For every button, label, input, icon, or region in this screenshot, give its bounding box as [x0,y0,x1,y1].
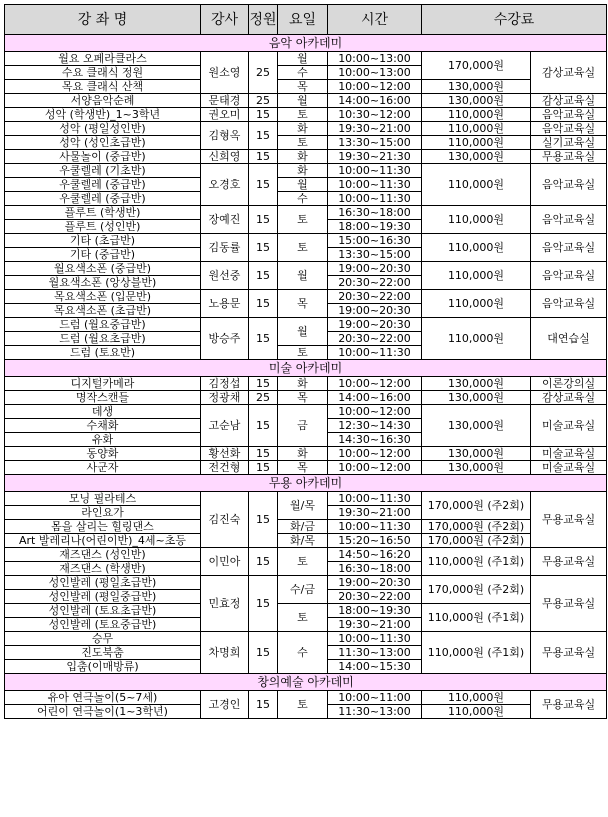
table-cell: 플루트 (학생반) [5,206,201,220]
table-cell: 명작스캔들 [5,391,201,405]
table-cell: 15 [249,405,278,447]
table-cell: 19:00~20:30 [328,318,422,332]
table-cell: 13:30~15:00 [328,248,422,262]
table-row [5,122,607,136]
table-cell: 15 [249,150,278,164]
table-cell: 130,000원 [422,377,531,391]
table-cell: 19:30~21:00 [328,618,422,632]
table-row [5,391,607,405]
table-cell: 원선중 [201,262,249,290]
table-row [5,150,607,164]
table-cell: 사물놀이 (중급반) [5,150,201,164]
table-cell: 오경호 [201,164,249,206]
table-cell: 110,000원 [422,318,531,360]
table-cell: 목요 클래식 산책 [5,80,201,94]
table-cell: 음악교육실 [531,164,607,206]
table-cell: 110,000원 [422,108,531,122]
table-cell: 수요 클래식 정원 [5,66,201,80]
table-cell: 방승주 [201,318,249,360]
table-cell: 10:00~11:30 [328,178,422,192]
table-cell: 14:50~16:20 [328,548,422,562]
table-cell: 감상교육실 [531,94,607,108]
table-cell: 15 [249,290,278,318]
table-cell: 김동률 [201,234,249,262]
table-row [5,136,607,150]
table-cell: 16:30~18:00 [328,206,422,220]
table-cell: 15 [249,632,278,674]
table-cell: 토 [278,548,328,576]
table-cell: 김진숙 [201,492,249,548]
table-cell: 15 [249,234,278,262]
table-cell: 월요 오페라클라스 [5,52,201,66]
table-cell: 음악교육실 [531,262,607,290]
table-row [5,290,607,304]
table-cell: 월요색소폰 (중급반) [5,262,201,276]
table-row [5,632,607,646]
section-header-row [5,360,607,377]
table-cell: 토 [278,234,328,262]
table-cell: 110,000원 [422,691,531,705]
table-cell: 25 [249,52,278,94]
table-cell: 고순남 [201,405,249,447]
section-header-row [5,674,607,691]
table-cell: 우쿨렐레 (중급반) [5,178,201,192]
table-cell: 10:00~12:00 [328,405,422,419]
table-row [5,604,607,618]
table-cell: 감상교육실 [531,391,607,405]
table-cell: 드럼 (토요반) [5,346,201,360]
table-row [5,80,607,94]
table-cell: 음악교육실 [531,108,607,122]
table-cell: 토 [278,604,328,632]
table-cell: 15:20~16:50 [328,534,422,548]
table-cell: 10:00~12:00 [328,80,422,94]
table-cell: 월요색소폰 (앙상블반) [5,276,201,290]
table-cell: 170,000원 [422,52,531,80]
section-title: 무용 아카데미 [5,475,607,492]
table-cell: 월/목 [278,492,328,520]
table-cell: 12:30~14:30 [328,419,422,433]
table-cell: 수/금 [278,576,328,604]
table-cell: 14:30~16:30 [328,433,422,447]
table-cell: 사군자 [5,461,201,475]
table-cell: 15 [249,548,278,576]
table-cell: 권오미 [201,108,249,122]
table-row [5,206,607,220]
table-row [5,234,607,248]
table-cell: 170,000원 (주2회) [422,576,531,604]
table-cell: 170,000원 (주2회) [422,520,531,534]
table-cell: 고경인 [201,691,249,719]
table-row [5,520,607,534]
table-cell: 목요색소폰 (초급반) [5,304,201,318]
table-cell: 정광채 [201,391,249,405]
table-cell: 무용교육실 [531,150,607,164]
table-cell: 재즈댄스 (학생반) [5,562,201,576]
table-cell: 130,000원 [422,94,531,108]
table-cell: 이론강의실 [531,377,607,391]
header-day: 요일 [278,5,328,35]
table-cell: 기타 (초급반) [5,234,201,248]
table-cell: 금 [278,405,328,447]
table-cell: 20:30~22:00 [328,332,422,346]
table-cell: Art 발레리나(어린이반)_4세~초등 [5,534,201,548]
table-cell: 음악교육실 [531,122,607,136]
table-cell: 라인요가 [5,506,201,520]
table-cell: 110,000원 [422,206,531,234]
table-cell: 월 [278,94,328,108]
table-cell: 성인발레 (평일초급반) [5,576,201,590]
table-cell: 디지털카메라 [5,377,201,391]
table-cell: 성악 (학생반)_1~3학년 [5,108,201,122]
section-header-row [5,35,607,52]
table-cell: 19:30~21:00 [328,122,422,136]
table-cell: 월 [278,318,328,346]
table-cell: 13:30~15:00 [328,136,422,150]
table-cell: 감상교육실 [531,52,607,94]
table-cell: 19:30~21:00 [328,506,422,520]
table-cell: 미술교육실 [531,461,607,475]
table-cell: 성인발레 (토요초급반) [5,604,201,618]
table-row [5,94,607,108]
table-row [5,108,607,122]
table-cell: 25 [249,391,278,405]
table-cell: 110,000원 [422,290,531,318]
table-cell: 무용교육실 [531,492,607,548]
table-cell: 11:30~13:00 [328,646,422,660]
table-cell: 화 [278,164,328,178]
table-cell: 19:00~20:30 [328,304,422,318]
table-cell: 화 [278,150,328,164]
table-row [5,492,607,506]
table-cell: 110,000원 [422,164,531,206]
header-instructor: 강사 [201,5,249,35]
table-cell: 문태경 [201,94,249,108]
table-cell: 전건형 [201,461,249,475]
table-cell: 승무 [5,632,201,646]
table-cell: 어린이 연극놀이(1~3학년) [5,705,201,719]
table-cell: 130,000원 [422,461,531,475]
table-cell: 10:00~12:00 [328,447,422,461]
table-row [5,461,607,475]
table-cell: 무용교육실 [531,691,607,719]
table-cell: 노용문 [201,290,249,318]
table-cell: 모닝 필라테스 [5,492,201,506]
table-cell: 서양음악순례 [5,94,201,108]
table-cell: 음악교육실 [531,290,607,318]
header-time: 시간 [328,5,422,35]
table-cell: 입춤(이매방류) [5,660,201,674]
table-cell: 19:00~20:30 [328,576,422,590]
table-row [5,548,607,562]
table-cell: 대연습실 [531,318,607,360]
table-cell: 10:00~12:00 [328,377,422,391]
table-cell: 수 [278,632,328,674]
table-cell: 실기교육실 [531,136,607,150]
table-cell: 목 [278,461,328,475]
table-cell: 110,000원 (주1회) [422,548,531,576]
table-row [5,377,607,391]
table-cell: 성악 (성인초급반) [5,136,201,150]
table-cell: 110,000원 [422,234,531,262]
table-cell: 목 [278,391,328,405]
table-cell: 드럼 (월요초급반) [5,332,201,346]
table-cell: 14:00~16:00 [328,94,422,108]
table-cell: 화 [278,377,328,391]
table-cell: 무용교육실 [531,548,607,576]
table-cell: 화 [278,122,328,136]
table-row [5,576,607,590]
table-cell: 유아 연극놀이(5~7세) [5,691,201,705]
table-cell: 수 [278,66,328,80]
table-cell: 15 [249,576,278,632]
table-row [5,405,607,419]
table-body [5,35,607,719]
table-cell: 미술교육실 [531,405,607,447]
table-cell: 15 [249,164,278,206]
table-cell: 미술교육실 [531,447,607,461]
table-cell: 19:30~21:30 [328,150,422,164]
table-cell: 신희영 [201,150,249,164]
table-cell: 토 [278,346,328,360]
table-cell: 15 [249,691,278,719]
table-cell: 화/목 [278,534,328,548]
table-cell: 토 [278,136,328,150]
table-cell: 우쿨렐레 (중급반) [5,192,201,206]
table-cell: 월 [278,262,328,290]
table-cell: 김정섭 [201,377,249,391]
section-header-row [5,475,607,492]
table-cell: 수 [278,192,328,206]
table-cell: 10:00~11:30 [328,520,422,534]
table-cell: 130,000원 [422,80,531,94]
table-cell: 10:00~11:30 [328,492,422,506]
table-cell: 15 [249,377,278,391]
table-cell: 원소영 [201,52,249,94]
table-cell: 10:00~11:30 [328,632,422,646]
table-cell: 11:30~13:00 [328,705,422,719]
table-cell: 플루트 (성인반) [5,220,201,234]
table-cell: 20:30~22:00 [328,290,422,304]
table-cell: 우쿨렐레 (기초반) [5,164,201,178]
table-cell: 장예진 [201,206,249,234]
table-cell: 110,000원 [422,122,531,136]
table-cell: 25 [249,94,278,108]
table-cell: 토 [278,206,328,234]
table-cell: 110,000원 [422,705,531,719]
table-cell: 화/금 [278,520,328,534]
table-cell: 성인발레 (토요중급반) [5,618,201,632]
table-cell: 110,000원 (주1회) [422,632,531,674]
table-cell: 진도북춤 [5,646,201,660]
table-cell: 성악 (평일성인반) [5,122,201,136]
table-cell: 월 [278,52,328,66]
table-cell: 음악교육실 [531,206,607,234]
table-cell: 15 [249,122,278,150]
table-cell: 130,000원 [422,447,531,461]
table-cell: 20:30~22:00 [328,276,422,290]
table-cell: 월 [278,178,328,192]
table-cell: 10:00~11:30 [328,164,422,178]
table-cell: 드럼 (월요중급반) [5,318,201,332]
table-cell: 15 [249,447,278,461]
table-cell: 15 [249,318,278,360]
table-cell: 19:00~20:30 [328,262,422,276]
table-cell: 황선화 [201,447,249,461]
header-row [5,5,607,35]
table-cell: 10:00~12:00 [328,461,422,475]
table-cell: 10:00~11:30 [328,346,422,360]
table-cell: 110,000원 [422,136,531,150]
table-cell: 목요색소폰 (입문반) [5,290,201,304]
table-cell: 민효정 [201,576,249,632]
table-cell: 18:00~19:30 [328,220,422,234]
table-cell: 몸을 살리는 힐링댄스 [5,520,201,534]
section-title: 창의예술 아카데미 [5,674,607,691]
table-row [5,262,607,276]
table-cell: 데생 [5,405,201,419]
table-cell: 10:00~11:00 [328,691,422,705]
table-cell: 20:30~22:00 [328,590,422,604]
table-cell: 화 [278,447,328,461]
table-cell: 15 [249,108,278,122]
table-cell: 10:00~13:00 [328,66,422,80]
table-row [5,52,607,66]
table-cell: 15 [249,262,278,290]
table-cell: 14:00~15:30 [328,660,422,674]
course-schedule-table [4,4,607,719]
table-cell: 16:30~18:00 [328,562,422,576]
table-row [5,691,607,705]
table-cell: 110,000원 [422,262,531,290]
table-cell: 이민아 [201,548,249,576]
table-cell: 130,000원 [422,391,531,405]
table-cell: 15 [249,206,278,234]
table-cell: 재즈댄스 (성인반) [5,548,201,562]
table-cell: 15:00~16:30 [328,234,422,248]
table-cell: 18:00~19:30 [328,604,422,618]
header-capacity: 정원 [249,5,278,35]
table-row [5,164,607,178]
table-cell: 15 [249,461,278,475]
table-row [5,534,607,548]
table-cell: 토 [278,691,328,719]
section-title: 미술 아카데미 [5,360,607,377]
section-title: 음악 아카데미 [5,35,607,52]
table-cell: 10:30~12:00 [328,108,422,122]
table-cell: 기타 (중급반) [5,248,201,262]
table-cell: 14:00~16:00 [328,391,422,405]
table-cell: 130,000원 [422,150,531,164]
table-cell: 무용교육실 [531,632,607,674]
table-cell: 목 [278,80,328,94]
table-row [5,447,607,461]
table-cell: 동양화 [5,447,201,461]
table-row [5,318,607,332]
table-cell: 15 [249,492,278,548]
table-cell: 10:00~11:30 [328,192,422,206]
table-cell: 유화 [5,433,201,447]
table-cell: 130,000원 [422,405,531,447]
table-cell: 차명희 [201,632,249,674]
table-cell: 무용교육실 [531,576,607,632]
table-cell: 토 [278,108,328,122]
table-cell: 김형옥 [201,122,249,150]
table-cell: 110,000원 (주1회) [422,604,531,632]
table-cell: 성인발레 (평일중급반) [5,590,201,604]
header-fee: 수강료 [422,5,607,35]
table-cell: 170,000원 (주2회) [422,534,531,548]
table-cell: 10:00~13:00 [328,52,422,66]
table-cell: 음악교육실 [531,234,607,262]
table-cell: 170,000원 (주2회) [422,492,531,520]
table-cell: 수채화 [5,419,201,433]
table-cell: 목 [278,290,328,318]
header-course-name: 강 좌 명 [5,5,201,35]
